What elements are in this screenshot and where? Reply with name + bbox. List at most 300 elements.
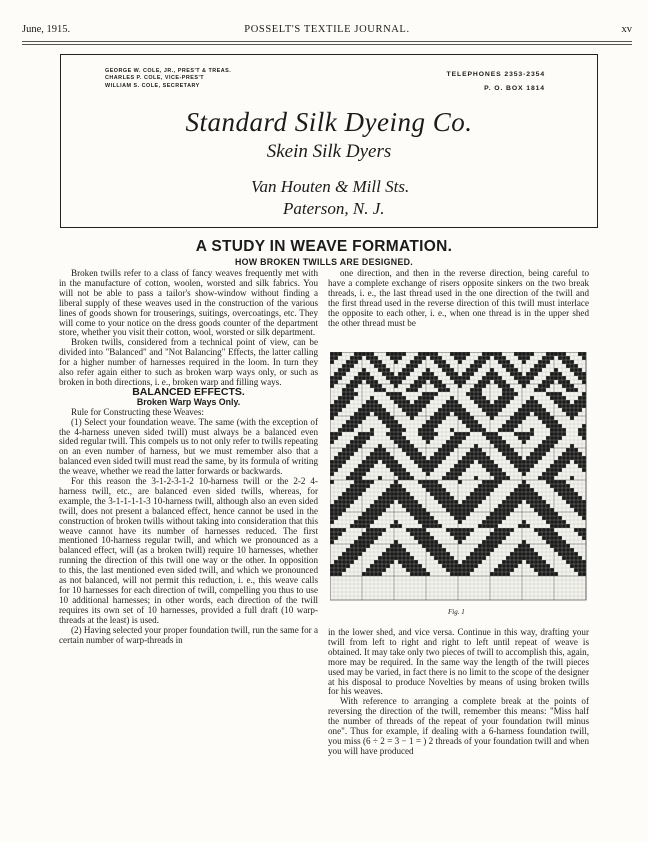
weave-riser-cell (518, 560, 522, 564)
weave-riser-cell (518, 524, 522, 528)
weave-riser-cell (422, 436, 426, 440)
weave-riser-cell (522, 360, 526, 364)
weave-riser-cell (470, 500, 474, 504)
weave-riser-cell (462, 564, 466, 568)
weave-riser-cell (394, 436, 398, 440)
weave-riser-cell (474, 500, 478, 504)
weave-riser-cell (422, 516, 426, 520)
weave-riser-cell (394, 480, 398, 484)
weave-riser-cell (494, 404, 498, 408)
weave-riser-cell (554, 420, 558, 424)
weave-riser-cell (494, 372, 498, 376)
weave-riser-cell (430, 416, 434, 420)
section-heading: BALANCED EFFECTS. (132, 385, 245, 398)
weave-riser-cell (366, 404, 370, 408)
weave-riser-cell (446, 508, 450, 512)
weave-riser-cell (418, 564, 422, 568)
weave-riser-cell (422, 396, 426, 400)
weave-riser-cell (414, 536, 418, 540)
weave-riser-cell (358, 408, 362, 412)
weave-riser-cell (378, 496, 382, 500)
weave-riser-cell (330, 464, 334, 468)
weave-riser-cell (378, 408, 382, 412)
weave-riser-cell (490, 520, 494, 524)
weave-riser-cell (582, 428, 586, 432)
weave-riser-cell (522, 384, 526, 388)
weave-riser-cell (582, 396, 586, 400)
weave-riser-cell (494, 432, 498, 436)
weave-riser-cell (482, 356, 486, 360)
weave-riser-cell (490, 540, 494, 544)
weave-riser-cell (502, 508, 506, 512)
weave-riser-cell (562, 480, 566, 484)
weave-riser-cell (394, 540, 398, 544)
weave-riser-cell (510, 364, 514, 368)
weave-riser-cell (542, 360, 546, 364)
weave-riser-cell (390, 456, 394, 460)
weave-riser-cell (386, 492, 390, 496)
weave-riser-cell (478, 428, 482, 432)
weave-riser-cell (582, 376, 586, 380)
weave-riser-cell (338, 532, 342, 536)
weave-riser-cell (402, 408, 406, 412)
weave-riser-cell (434, 424, 438, 428)
weave-riser-cell (354, 552, 358, 556)
weave-riser-cell (462, 408, 466, 412)
weave-riser-cell (558, 436, 562, 440)
weave-riser-cell (438, 384, 442, 388)
weave-riser-cell (470, 364, 474, 368)
weave-riser-cell (498, 568, 502, 572)
weave-riser-cell (546, 376, 550, 380)
weave-riser-cell (462, 464, 466, 468)
weave-riser-cell (338, 408, 342, 412)
weave-riser-cell (434, 496, 438, 500)
weave-riser-cell (334, 356, 338, 360)
weave-riser-cell (526, 404, 530, 408)
weave-riser-cell (354, 472, 358, 476)
weave-riser-cell (454, 372, 458, 376)
weave-riser-cell (582, 424, 586, 428)
weave-riser-cell (350, 428, 354, 432)
weave-riser-cell (546, 512, 550, 516)
weave-riser-cell (358, 480, 362, 484)
weave-riser-cell (338, 460, 342, 464)
weave-riser-cell (562, 496, 566, 500)
weave-riser-cell (414, 364, 418, 368)
weave-riser-cell (458, 468, 462, 472)
weave-riser-cell (494, 568, 498, 572)
weave-riser-cell (518, 420, 522, 424)
weave-riser-cell (402, 476, 406, 480)
weave-riser-cell (498, 380, 502, 384)
weave-riser-cell (378, 508, 382, 512)
weave-riser-cell (578, 400, 582, 404)
weave-riser-cell (442, 560, 446, 564)
weave-riser-cell (398, 492, 402, 496)
weave-riser-cell (382, 416, 386, 420)
weave-riser-cell (390, 492, 394, 496)
weave-riser-cell (446, 472, 450, 476)
weave-riser-cell (550, 472, 554, 476)
weave-riser-cell (514, 464, 518, 468)
weave-riser-cell (582, 468, 586, 472)
weave-riser-cell (378, 456, 382, 460)
weave-riser-cell (482, 488, 486, 492)
weave-riser-cell (558, 428, 562, 432)
weave-riser-cell (374, 560, 378, 564)
weave-riser-cell (430, 516, 434, 520)
weave-riser-cell (462, 356, 466, 360)
weave-riser-cell (354, 412, 358, 416)
weave-riser-cell (502, 380, 506, 384)
weave-riser-cell (418, 428, 422, 432)
weave-riser-cell (422, 524, 426, 528)
weave-riser-cell (402, 496, 406, 500)
weave-riser-cell (478, 460, 482, 464)
weave-riser-cell (342, 504, 346, 508)
weave-riser-cell (494, 532, 498, 536)
weave-riser-cell (466, 572, 470, 576)
weave-riser-cell (398, 440, 402, 444)
weave-riser-cell (346, 504, 350, 508)
weave-riser-cell (358, 352, 362, 356)
weave-riser-cell (466, 460, 470, 464)
weave-riser-cell (530, 376, 534, 380)
weave-riser-cell (490, 460, 494, 464)
weave-riser-cell (490, 572, 494, 576)
weave-riser-cell (394, 360, 398, 364)
weave-riser-cell (366, 568, 370, 572)
weave-riser-cell (386, 460, 390, 464)
weave-riser-cell (566, 364, 570, 368)
weave-riser-cell (542, 420, 546, 424)
weave-riser-cell (386, 416, 390, 420)
weave-riser-cell (330, 404, 334, 408)
weave-riser-cell (566, 544, 570, 548)
weave-riser-cell (438, 552, 442, 556)
weave-riser-cell (330, 528, 334, 532)
weave-riser-cell (346, 384, 350, 388)
weave-riser-cell (374, 356, 378, 360)
weave-riser-cell (338, 556, 342, 560)
weave-riser-cell (418, 432, 422, 436)
weave-riser-cell (338, 452, 342, 456)
weave-riser-cell (466, 556, 470, 560)
weave-riser-cell (434, 384, 438, 388)
weave-riser-cell (486, 376, 490, 380)
weave-riser-cell (438, 452, 442, 456)
weave-riser-cell (394, 380, 398, 384)
weave-riser-cell (362, 464, 366, 468)
weave-riser-cell (458, 472, 462, 476)
weave-riser-cell (386, 368, 390, 372)
weave-riser-cell (454, 568, 458, 572)
weave-riser-cell (446, 404, 450, 408)
weave-riser-cell (370, 572, 374, 576)
weave-riser-cell (418, 464, 422, 468)
weave-riser-cell (530, 500, 534, 504)
weave-riser-cell (390, 488, 394, 492)
weave-riser-cell (418, 460, 422, 464)
weave-riser-cell (566, 360, 570, 364)
paragraph: Broken twills, considered from a technical point of view, can be divided into "Balanced" and "Not Balancing" Effects, the latter calling for a higher number of harnesses required in the loom. In turn they also refer again either to such as broken warp ways only, or such as broken in both directions, i. e., broken warp and filling ways. (59, 337, 318, 387)
weave-riser-cell (434, 392, 438, 396)
weave-riser-cell (350, 560, 354, 564)
weave-riser-cell (542, 516, 546, 520)
weave-riser-cell (478, 424, 482, 428)
weave-riser-cell (570, 360, 574, 364)
weave-riser-cell (422, 540, 426, 544)
weave-riser-cell (342, 500, 346, 504)
weave-riser-cell (338, 500, 342, 504)
weave-riser-cell (374, 512, 378, 516)
weave-riser-cell (538, 456, 542, 460)
weave-riser-cell (570, 564, 574, 568)
weave-riser-cell (366, 380, 370, 384)
weave-riser-cell (546, 416, 550, 420)
weave-riser-cell (542, 568, 546, 572)
weave-riser-cell (426, 520, 430, 524)
weave-riser-cell (410, 384, 414, 388)
weave-riser-cell (574, 560, 578, 564)
weave-riser-cell (398, 400, 402, 404)
weave-riser-cell (330, 440, 334, 444)
weave-riser-cell (550, 512, 554, 516)
weave-riser-cell (538, 572, 542, 576)
weave-riser-cell (430, 548, 434, 552)
weave-riser-cell (406, 364, 410, 368)
weave-riser-cell (350, 440, 354, 444)
weave-riser-cell (418, 360, 422, 364)
weave-riser-cell (494, 472, 498, 476)
weave-riser-cell (434, 380, 438, 384)
weave-riser-cell (394, 432, 398, 436)
weave-riser-cell (478, 384, 482, 388)
weave-riser-cell (350, 448, 354, 452)
weave-riser-cell (474, 556, 478, 560)
weave-riser-cell (478, 500, 482, 504)
weave-riser-cell (482, 408, 486, 412)
weave-riser-cell (390, 420, 394, 424)
weave-riser-cell (486, 484, 490, 488)
weave-riser-cell (494, 520, 498, 524)
weave-riser-cell (438, 492, 442, 496)
weave-riser-cell (462, 436, 466, 440)
weave-riser-cell (434, 544, 438, 548)
weave-riser-cell (414, 512, 418, 516)
weave-riser-cell (562, 432, 566, 436)
weave-riser-cell (430, 424, 434, 428)
weave-riser-cell (506, 384, 510, 388)
weave-riser-cell (538, 360, 542, 364)
weave-riser-cell (362, 516, 366, 520)
weave-riser-cell (490, 472, 494, 476)
weave-riser-cell (406, 568, 410, 572)
weave-riser-cell (534, 452, 538, 456)
weave-riser-cell (438, 524, 442, 528)
weave-riser-cell (478, 544, 482, 548)
weave-riser-cell (366, 524, 370, 528)
weave-riser-cell (570, 416, 574, 420)
weave-riser-cell (578, 432, 582, 436)
weave-riser-cell (498, 528, 502, 532)
weave-riser-cell (354, 480, 358, 484)
weave-riser-cell (534, 552, 538, 556)
weave-riser-cell (374, 452, 378, 456)
weave-riser-cell (378, 444, 382, 448)
weave-riser-cell (574, 452, 578, 456)
weave-riser-cell (370, 356, 374, 360)
weave-riser-cell (506, 420, 510, 424)
weave-riser-cell (582, 456, 586, 460)
weave-riser-cell (466, 512, 470, 516)
weave-riser-cell (382, 408, 386, 412)
weave-riser-cell (482, 396, 486, 400)
weave-riser-cell (450, 440, 454, 444)
weave-riser-cell (378, 368, 382, 372)
weave-riser-cell (446, 444, 450, 448)
weave-riser-cell (358, 492, 362, 496)
weave-riser-cell (558, 480, 562, 484)
weave-riser-cell (354, 380, 358, 384)
weave-riser-cell (550, 528, 554, 532)
weave-riser-cell (482, 464, 486, 468)
weave-riser-cell (330, 352, 334, 356)
weave-riser-cell (582, 464, 586, 468)
weave-riser-cell (490, 480, 494, 484)
weave-riser-cell (390, 396, 394, 400)
weave-riser-cell (466, 564, 470, 568)
weave-riser-cell (334, 352, 338, 356)
weave-riser-cell (554, 572, 558, 576)
weave-riser-cell (402, 504, 406, 508)
weave-riser-cell (402, 500, 406, 504)
weave-riser-cell (422, 400, 426, 404)
weave-riser-cell (362, 544, 366, 548)
weave-riser-cell (582, 528, 586, 532)
weave-riser-cell (438, 544, 442, 548)
weave-riser-cell (434, 464, 438, 468)
weave-diagram (330, 352, 588, 619)
weave-riser-cell (490, 548, 494, 552)
weave-riser-cell (542, 384, 546, 388)
weave-riser-cell (422, 428, 426, 432)
weave-riser-cell (370, 568, 374, 572)
weave-riser-cell (466, 352, 470, 356)
weave-riser-cell (382, 492, 386, 496)
weave-riser-cell (566, 488, 570, 492)
weave-riser-cell (358, 544, 362, 548)
weave-riser-cell (478, 552, 482, 556)
weave-riser-cell (350, 476, 354, 480)
weave-riser-cell (490, 484, 494, 488)
weave-riser-cell (386, 556, 390, 560)
weave-riser-cell (398, 500, 402, 504)
weave-riser-cell (530, 456, 534, 460)
weave-riser-cell (462, 504, 466, 508)
weave-riser-cell (578, 508, 582, 512)
weave-riser-cell (434, 492, 438, 496)
weave-riser-cell (414, 380, 418, 384)
weave-riser-cell (506, 424, 510, 428)
weave-riser-cell (502, 516, 506, 520)
weave-riser-cell (474, 488, 478, 492)
weave-riser-cell (426, 392, 430, 396)
weave-riser-cell (490, 488, 494, 492)
weave-riser-cell (370, 520, 374, 524)
weave-riser-cell (506, 572, 510, 576)
weave-riser-cell (574, 388, 578, 392)
weave-riser-cell (442, 476, 446, 480)
weave-riser-cell (498, 520, 502, 524)
weave-riser-cell (470, 416, 474, 420)
weave-riser-cell (510, 560, 514, 564)
weave-riser-cell (526, 544, 530, 548)
weave-riser-cell (570, 548, 574, 552)
ad-officer-president: GEORGE W. COLE, JR., PRES'T & TREAS. (105, 68, 232, 74)
weave-riser-cell (486, 412, 490, 416)
weave-riser-cell (358, 488, 362, 492)
weave-riser-cell (386, 352, 390, 356)
weave-riser-cell (454, 436, 458, 440)
weave-riser-cell (506, 508, 510, 512)
weave-riser-cell (570, 504, 574, 508)
weave-riser-cell (454, 504, 458, 508)
weave-riser-cell (398, 488, 402, 492)
weave-riser-cell (450, 504, 454, 508)
weave-riser-cell (570, 388, 574, 392)
weave-riser-cell (418, 528, 422, 532)
weave-riser-cell (378, 452, 382, 456)
weave-riser-cell (354, 444, 358, 448)
weave-riser-cell (578, 556, 582, 560)
weave-riser-cell (506, 560, 510, 564)
weave-riser-cell (470, 504, 474, 508)
weave-riser-cell (482, 360, 486, 364)
weave-riser-cell (398, 392, 402, 396)
weave-riser-cell (478, 488, 482, 492)
weave-riser-cell (414, 528, 418, 532)
weave-riser-cell (578, 564, 582, 568)
weave-riser-cell (422, 456, 426, 460)
weave-riser-cell (390, 500, 394, 504)
weave-riser-cell (554, 424, 558, 428)
weave-riser-cell (474, 564, 478, 568)
weave-riser-cell (578, 568, 582, 572)
weave-riser-cell (378, 500, 382, 504)
weave-riser-cell (546, 356, 550, 360)
weave-riser-cell (386, 456, 390, 460)
weave-riser-cell (494, 380, 498, 384)
weave-riser-cell (522, 524, 526, 528)
weave-riser-cell (498, 572, 502, 576)
weave-riser-cell (334, 404, 338, 408)
weave-riser-cell (378, 364, 382, 368)
weave-riser-cell (482, 544, 486, 548)
weave-riser-cell (422, 356, 426, 360)
weave-riser-cell (566, 356, 570, 360)
weave-riser-cell (506, 532, 510, 536)
weave-riser-cell (530, 432, 534, 436)
weave-riser-cell (334, 432, 338, 436)
weave-riser-cell (342, 388, 346, 392)
weave-riser-cell (342, 448, 346, 452)
weave-riser-cell (434, 456, 438, 460)
weave-riser-cell (550, 372, 554, 376)
weave-riser-cell (474, 452, 478, 456)
weave-riser-cell (578, 352, 582, 356)
